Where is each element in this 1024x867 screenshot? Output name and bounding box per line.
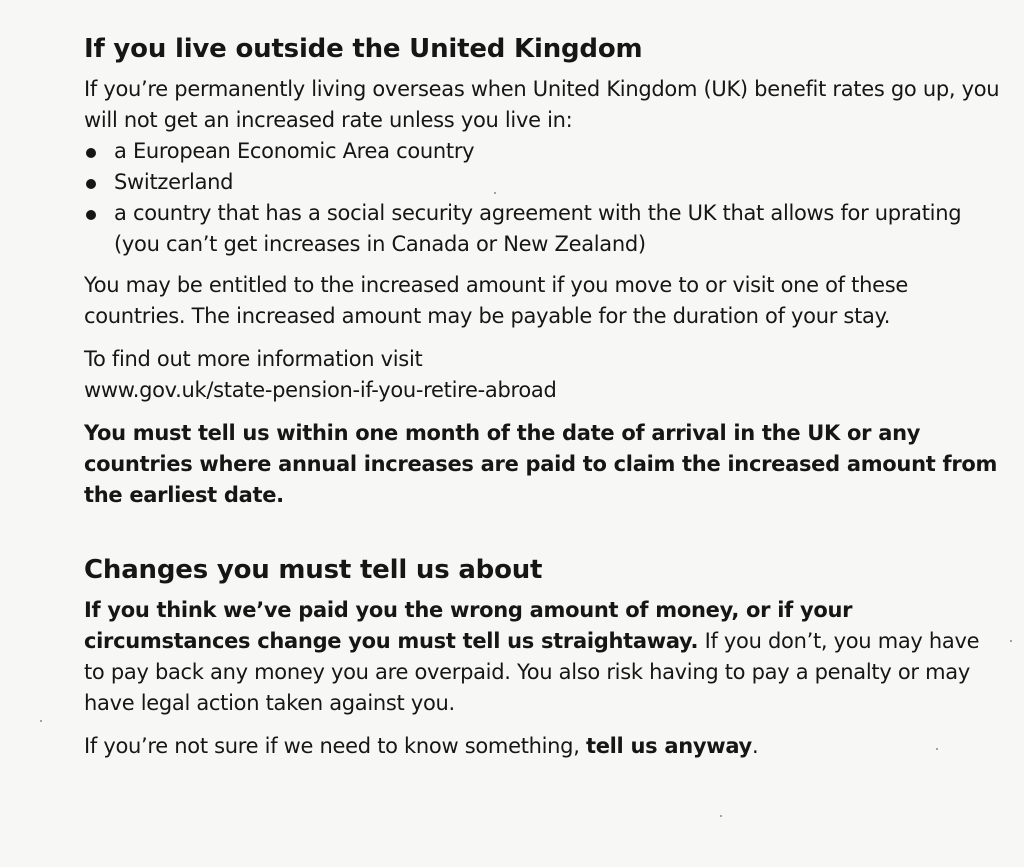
document-content — [84, 30, 1004, 762]
scan-speck — [40, 720, 42, 722]
changes-paragraph — [84, 595, 1004, 719]
eligible-countries-list — [84, 136, 1004, 260]
entitled-paragraph: You may be entitled to the increased amount if you move to or visit one of these countries. The increased amount may be payable for the duration of your stay. — [84, 273, 908, 328]
changes-bold-statement: If you think we’ve paid you the wrong amount of money, or if your circumstances change you must tell us straightaway. — [84, 598, 853, 653]
tell-us-anyway-text: tell us anyway — [585, 734, 752, 758]
not-sure-text: If you’re not sure if we need to know something, — [84, 734, 586, 758]
changes-rest-text: If you don’t, you may have to pay back any money you are overpaid. You also risk having to pay a penalty or may have legal action taken against you. — [84, 629, 980, 715]
not-sure-end: . — [751, 734, 759, 758]
more-info-paragraph — [84, 344, 1004, 406]
scan-speck — [936, 748, 938, 750]
list-item-eea: a European Economic Area country — [84, 136, 1004, 167]
more-info-label: To find out more information visit — [84, 347, 423, 371]
scan-speck — [1010, 640, 1012, 642]
not-sure-paragraph — [84, 731, 1004, 762]
notice-paragraph: You must tell us within one month of the date of arrival in the UK or any countries where annual increases are paid to claim the increased amount from the earliest date. — [84, 421, 998, 507]
scan-speck — [720, 815, 722, 817]
more-info-url: www.gov.uk/state-pension-if-you-retire-abroad — [84, 378, 557, 402]
scan-speck — [494, 192, 496, 194]
list-item-switzerland: Switzerland — [84, 167, 1004, 198]
section-heading-outside-uk: If you live outside the United Kingdom — [84, 34, 643, 64]
list-item-social-security-agreement: a country that has a social security agreement with the UK that allows for uprating (you can’t get increases in Canada or New Zealand) — [84, 198, 1004, 260]
outside-uk-intro-paragraph: If you’re permanently living overseas when United Kingdom (UK) benefit rates go up, you will not get an increased rate unless you live in: — [84, 77, 1000, 132]
section-heading-changes: Changes you must tell us about — [84, 555, 543, 585]
